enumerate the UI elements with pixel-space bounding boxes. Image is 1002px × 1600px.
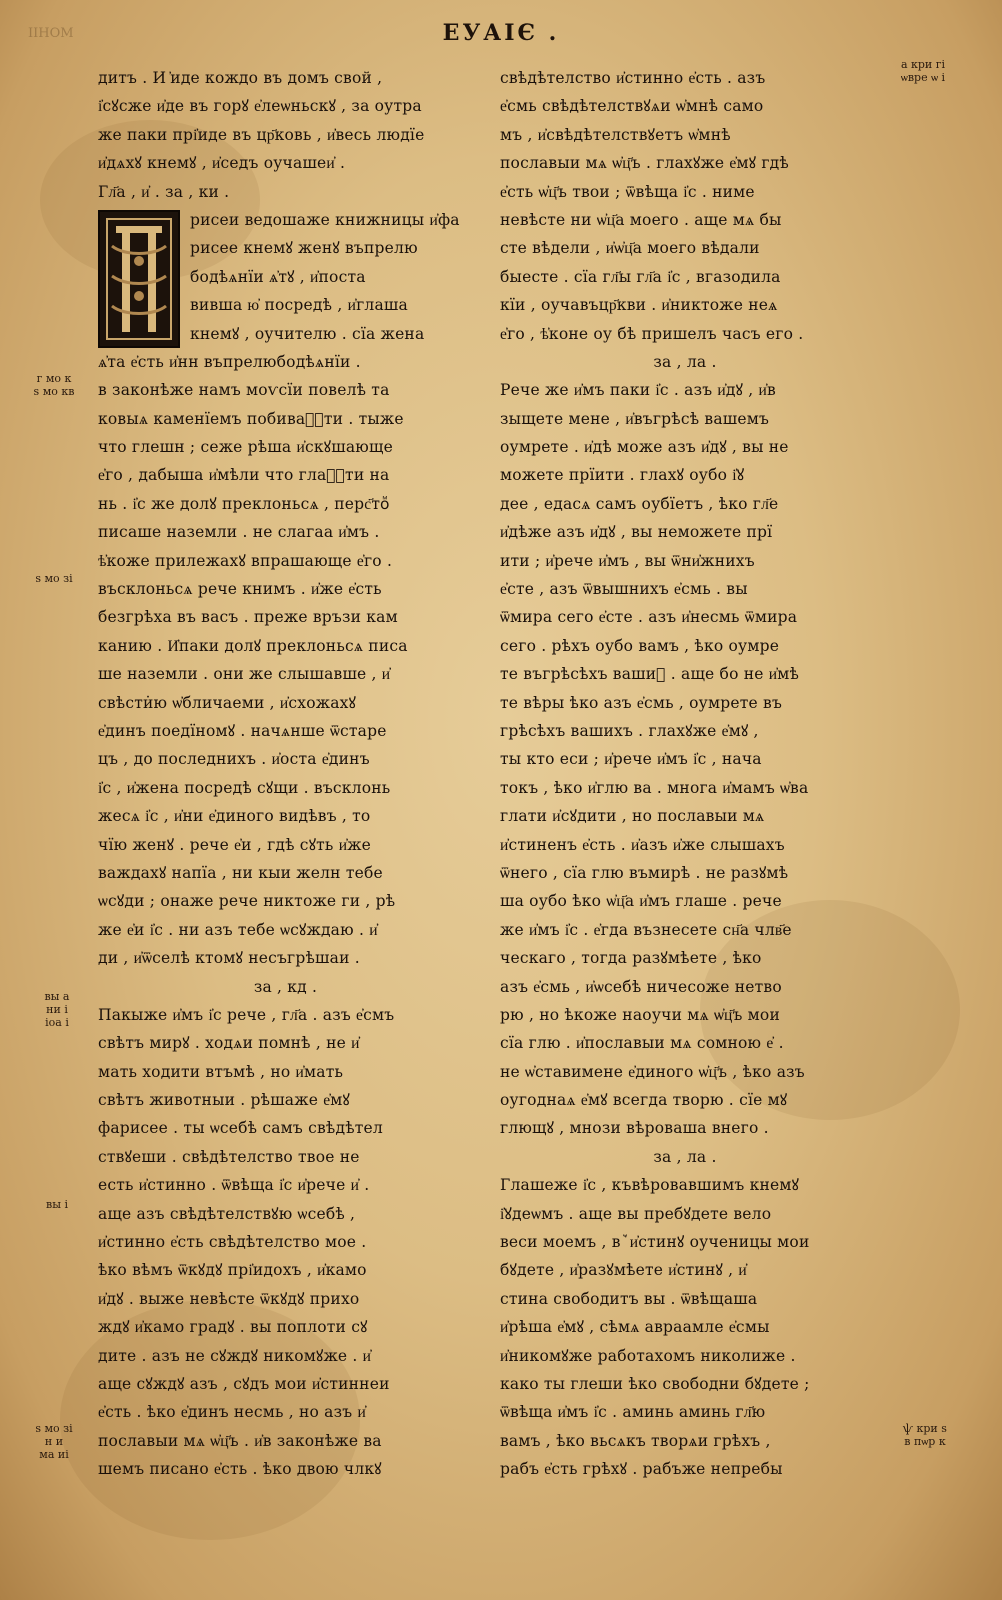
text-line: и҆дꙋ . выже невѣсте ѿкꙋдꙋ прихо <box>98 1289 360 1308</box>
text-line: аще азъ свѣдѣтелствꙋю ѡсебѣ , <box>98 1204 356 1223</box>
text-line: како ты глеши ѣко свободни бꙋдете ; <box>500 1374 810 1393</box>
dropcap-initial <box>98 210 180 348</box>
text-line: есть и҆стинно . ѿвѣща і҆с и҆рече и҆ . <box>98 1176 370 1195</box>
running-head: ЕУАІЄ . <box>442 20 560 46</box>
text-line: мать ходити втъмѣ , но и҆мать <box>98 1062 344 1081</box>
text-line: е҆динъ поедїномꙋ . начѧнше ѿстаре <box>98 721 387 740</box>
text-line: невѣсте ни ѡ҆ц҃а моего . аще мѧ бы <box>500 210 782 229</box>
text-line: безгрѣха въ васъ . преже връзи кам <box>98 608 398 627</box>
text-line: шемъ писано е҆сть . ѣко двою члкꙋ <box>98 1460 382 1479</box>
text-line: веси моемъ , вꙿи҆стинꙋ оученицы мои <box>500 1233 810 1252</box>
text-line: же и҆мъ і҆с . е҆гда възнесете сн҃а члв҃е <box>500 920 792 939</box>
right-lines-a <box>500 64 870 348</box>
section-mark: за , ла . <box>653 352 717 371</box>
text-line: оугоднаѧ е҆мꙋ всегда творю . сїе мꙋ <box>500 1091 788 1110</box>
text-line: е҆сть . ѣко е҆динъ несмь , но азъ и҆ <box>98 1403 366 1422</box>
margin-note-left: вы а ни і іоа і <box>44 990 70 1029</box>
text-line: что глешн ; сеже рѣша и҆скꙋшающе <box>98 438 393 457</box>
text-line: мъ , и҆свѣдѣтелствꙋетъ ѡ҆мнѣ <box>500 125 731 144</box>
margin-note-right-bottom: ѱ кри ѕ в пѡр к <box>903 1422 947 1448</box>
text-line: і҆с , и҆жена посредѣ сꙋщи . въсклонь <box>98 778 391 797</box>
text-line: и҆дѣже азъ и҆дꙋ , вы неможете прї <box>500 523 773 542</box>
text-line: ѣ҆коже прилежахꙋ впрашающе е҆го . <box>98 551 393 570</box>
text-line: быесте . сїа гл҃ы гл҃а і҆с , вгазодила <box>500 267 781 286</box>
text-line: ѿмира сего е҆сте . азъ и҆несмь ѿмира <box>500 608 798 627</box>
text-line: оумрете . и҆дѣ може азъ и҆дꙋ , вы не <box>500 438 789 457</box>
text-line: в законѣже намъ моѵсїи повелѣ та <box>98 381 390 400</box>
text-line: и҆рѣша е҆мꙋ , сѣмѧ авраамле е҆смы <box>500 1318 770 1337</box>
text-line: Гл҃а , и҆ . за , ки . <box>98 182 230 201</box>
margin-note-left: ѕ мо зі н и ма иі <box>35 1422 73 1461</box>
text-line: ити ; и҆рече и҆мъ , вы ѿни҆жнихъ <box>500 551 755 570</box>
text-line: кїи , оучавъцр҃кви . и҆никтоже неѧ <box>500 296 778 315</box>
text-line: можете прїити . глахꙋ оубо і҆ꙋ <box>500 466 745 485</box>
text-line: ты кто еси ; и҆рече и҆мъ і҆с , нача <box>500 750 762 769</box>
text-line: і҆ꙋдеѡмъ . аще вы пребꙋдете вело <box>500 1204 772 1223</box>
section-mark: за , ла . <box>653 1147 717 1166</box>
text-line: ѧ҆та е҆сть и҆нн въпрелюбодѣѧнїи . <box>98 352 361 371</box>
text-line: Рече же и҆мъ паки і҆с . азъ и҆дꙋ , и҆в <box>500 381 776 400</box>
text-line: чїю женꙋ . рече е҆и , гдѣ сꙋть и҆же <box>98 835 372 854</box>
text-line: глющꙋ , мнози вѣроваша внего . <box>500 1119 769 1138</box>
text-line: рабъ е҆сть грѣхꙋ . рабъже непребы <box>500 1460 783 1479</box>
text-line: свѣдѣтелство и҆стинно е҆сть . азъ <box>500 69 766 87</box>
text-line: же е҆и і҆с . ни азъ тебе ѡсꙋждаю . и҆ <box>98 920 378 939</box>
text-line: и҆никомꙋже работахомъ николиже . <box>500 1346 796 1365</box>
text-line: рю , но ѣкоже наоучи мѧ ѡ҆ц҃ъ мои <box>500 1005 780 1024</box>
text-line: те въгрѣсѣхъ вашиⷯ . аще бо не и҆мѣ <box>500 665 800 684</box>
text-line: дитъ . И ҆иде кождо въ домъ свой , <box>98 69 383 87</box>
dropcap-section <box>98 206 473 348</box>
text-line: рисее кнемꙋ женꙋ въпрелю <box>190 239 418 258</box>
text-line: стина свободитъ вы . ѿвѣщаша <box>500 1289 758 1308</box>
text-line: е҆го , ѣ҆коне оу бѣ пришелъ часъ его . <box>500 324 804 343</box>
text-line: рисеи ведошаже книжницы и҆фа <box>190 210 460 229</box>
text-line: токъ , ѣко и҆глю ва . многа и҆мамъ ѡ҆ва <box>500 778 809 797</box>
text-line: не ѡ҆ставимене е҆диного ѡ҆ц҃ъ , ѣко азъ <box>500 1062 805 1081</box>
section-mark: за , кд . <box>253 977 318 996</box>
right-lines-c <box>500 1171 870 1483</box>
text-line: азъ е҆смь , и҆ѡсебѣ ничесоже нетво <box>500 977 782 996</box>
text-line: бꙋдете , и҆разꙋмѣете и҆стинꙋ , и҆ <box>500 1261 747 1280</box>
text-line: дите . азъ не сꙋждꙋ никомꙋже . и҆ <box>98 1346 372 1365</box>
text-line: грѣсѣхъ вашихъ . глахꙋже е҆мꙋ , <box>500 721 759 740</box>
text-line: важдахꙋ напїа , ни кыи желн тебе <box>98 863 383 882</box>
text-line: и҆стинно е҆сть свѣдѣтелство мое . <box>98 1233 367 1252</box>
ornamental-initial-icon <box>104 216 174 342</box>
text-line: же паки прі҆иде въ цр҃ковь , и҆весь людїе <box>98 125 425 144</box>
text-line: кнемꙋ , оучителю . сїа жена <box>190 324 425 343</box>
text-line: въсклоньсѧ рече книмъ . и҆же е҆сть <box>98 580 382 599</box>
text-line: зыщете мене , и҆въгрѣсѣ вашемъ <box>500 409 770 428</box>
right-column <box>500 64 870 1484</box>
text-line: сїа глю . и҆пославыи мѧ сомною е҆ . <box>500 1034 784 1053</box>
text-line: вамъ , ѣко вьсѧкъ творѧи грѣхъ , <box>500 1431 771 1450</box>
text-line: е҆сте , азъ ѿвышнихъ е҆смь . вы <box>500 580 748 599</box>
text-line: Глашеже і҆с , къвѣровавшимъ кнемꙋ <box>500 1176 800 1195</box>
text-line: фарисее . ты ѡсебѣ самъ свѣдѣтел <box>98 1119 383 1138</box>
text-line: е҆смь свѣдѣтелствꙋѧи ѡ҆мнѣ само <box>500 97 764 116</box>
text-line: свѣтъ животныи . рѣшаже е҆мꙋ <box>98 1091 351 1110</box>
text-line: и҆дѧхꙋ кнемꙋ , и҆седъ оучашеи҆ . <box>98 154 346 173</box>
text-line: сте вѣдели , и҆ѡ҆ц҃а моего вѣдали <box>500 239 760 258</box>
left-lines-after <box>98 348 473 973</box>
text-line: дее , едасѧ самъ оубїетъ , ѣко гл҃е <box>500 494 779 513</box>
margin-note-left: г мо к ѕ мо кв <box>33 372 75 398</box>
margin-note-right-top: а кри гі ѡвре ѡ і <box>900 58 946 84</box>
text-line: пославыи мѧ ѡ҆ц҃ъ . глахꙋже е҆мꙋ гдѣ <box>500 154 789 173</box>
text-line: те вѣры ѣко азъ е҆смь , оумрете въ <box>500 693 783 712</box>
text-line: глати и҆сꙋдити , но пославыи мѧ <box>500 807 765 826</box>
text-line: и҆стиненъ е҆сть . и҆азъ и҆же слышахъ <box>500 835 785 854</box>
text-line: свѣсти̇ю ѡ҆бличаеми , и҆схожахꙋ <box>98 693 357 712</box>
text-line: ѿвѣща и҆мъ і҆с . аминь аминь гл҃ю <box>500 1403 766 1422</box>
left-column <box>98 64 473 1484</box>
text-line: е҆го , дабыша и҆мѣли что глаⷮ҇ти на <box>98 466 390 485</box>
left-lines-final <box>98 1001 473 1484</box>
text-line: Пакыже и҆мъ і҆с рече , гл҃а . азъ е҆смъ <box>98 1005 395 1024</box>
text-line: ѣко вѣмъ ѿкꙋдꙋ прі҆идохъ , и҆камо <box>98 1261 367 1280</box>
text-line: ди , и҆ѿселѣ ктомꙋ несъгрѣшаи . <box>98 949 360 968</box>
text-line: вивша ю҆ посредѣ , и҆глаша <box>190 296 408 315</box>
text-line: ѡсꙋди ; онаже рече никтоже ги , рѣ <box>98 892 396 911</box>
text-line: ствꙋеши . свѣдѣтелство твое не <box>98 1147 360 1166</box>
margin-note-left: вы і <box>46 1198 68 1211</box>
text-line: ковыѧ каменїемъ побиваⷮ҇ти . тыже <box>98 409 404 428</box>
text-line: нь . і҆с же долꙋ преклоньсѧ , перс҃тоⷨ <box>98 494 390 513</box>
text-line: ша оубо ѣко ѡ҆ц҃а и҆мъ глаше . рече <box>500 892 782 911</box>
text-line: цъ , до последнихъ . и҆оста е҆динъ <box>98 750 370 769</box>
text-line: ческаго , тогда разꙋмѣете , ѣко <box>500 949 762 968</box>
right-lines-b <box>500 376 870 1143</box>
text-line: свѣтъ мирꙋ . ходѧи помнѣ , не и҆ <box>98 1034 360 1053</box>
text-line: канию . И҆паки долꙋ преклоньсѧ писа <box>98 636 408 655</box>
text-line: сего . рѣхъ оубо вамъ , ѣко оумре <box>500 636 780 655</box>
text-line: писаше наземли . не слагаа и҆мъ . <box>98 523 380 542</box>
text-line: ше наземли . они же слышавше , и҆ <box>98 665 391 684</box>
text-line: і҆сꙋсже и҆де въ горꙋ е҆леѡньскꙋ , за оутра <box>98 97 422 116</box>
text-line: жесѧ і҆с , и҆ни е҆диного видѣвъ , то <box>98 807 371 826</box>
text-line: пославыи мѧ ѡ҆ц҃ъ . и҆в законѣже ва <box>98 1431 382 1450</box>
text-line: е҆сть ѡ҆ц҃ъ твои ; ѿвѣща і҆с . ниме <box>500 182 755 201</box>
corner-mark: ІІНОМ <box>28 26 74 41</box>
margin-note-left: ѕ мо зі <box>35 572 73 585</box>
text-line: ѿнего , сїа глю въмирѣ . не разꙋмѣ <box>500 863 789 882</box>
text-line: ждꙋ и҆камо градꙋ . вы поплоти сꙋ <box>98 1318 368 1337</box>
text-line: бодѣѧнїи ѧ҆тꙋ , и҆поста <box>190 267 366 286</box>
left-lines-before <box>98 64 473 206</box>
text-line: аще сꙋждꙋ азъ , сꙋдъ мои и҆стиннеи <box>98 1374 390 1393</box>
